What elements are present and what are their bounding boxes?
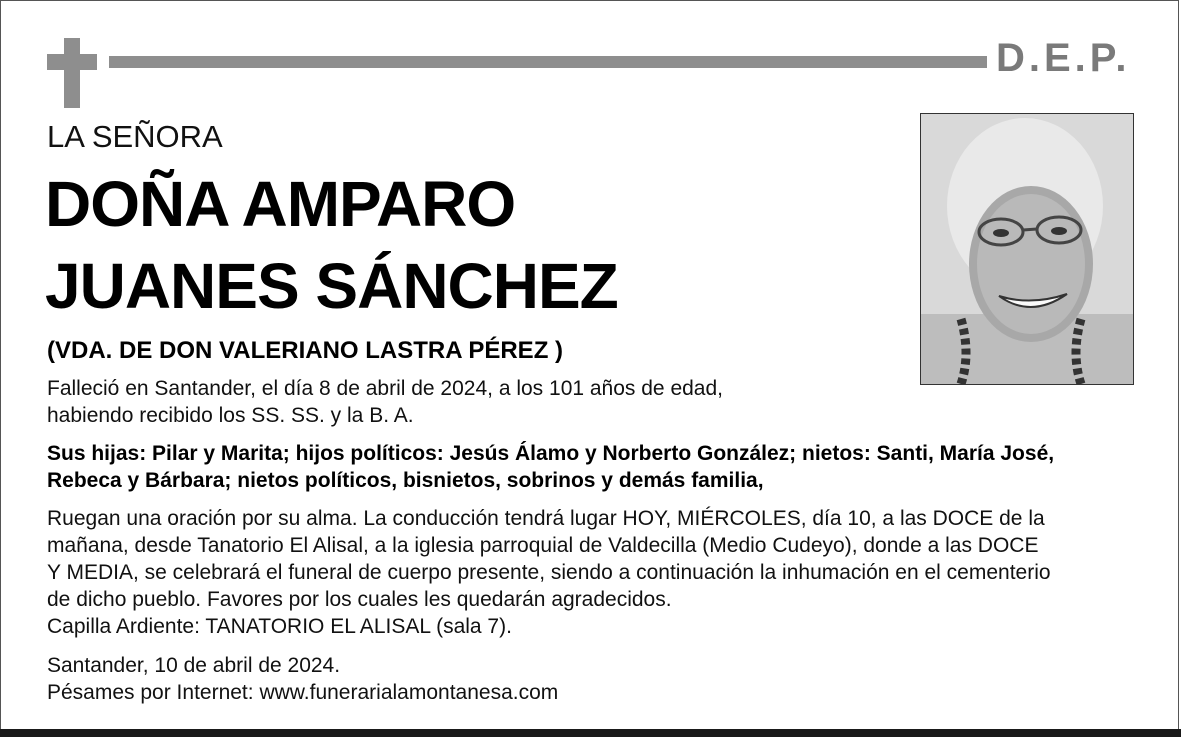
cross-icon-arm	[47, 54, 97, 70]
header-rule	[109, 56, 987, 68]
ceremony-line: Ruegan una oración por su alma. La conducción tendrá lugar HOY, MIÉRCOLES, día 10, a las DOCE de la	[47, 507, 1045, 530]
condolences-line: Pésames por Internet: www.funerarialamontanesa.com	[47, 681, 559, 704]
widow-of-line: (VDA. DE DON VALERIANO LASTRA PÉREZ )	[47, 337, 564, 364]
family-line: Sus hijas: Pilar y Marita; hijos políticos: Jesús Álamo y Norberto González; nietos: Santi, María José,	[47, 442, 1055, 465]
deceased-name-line1: DOÑA AMPARO	[45, 168, 516, 240]
cross-icon	[64, 38, 80, 108]
ceremony-line: de dicho pueblo. Favores por los cuales les quedarán agradecidos.	[47, 588, 672, 611]
ceremony-line: Capilla Ardiente: TANATORIO EL ALISAL (sala 7).	[47, 615, 512, 638]
family-line: Rebeca y Bárbara; nietos políticos, bisnietos, sobrinos y demás familia,	[47, 469, 764, 492]
ceremony-line: mañana, desde Tanatorio El Alisal, a la iglesia parroquial de Valdecilla (Medio Cudeyo), donde a las DOCE	[47, 534, 1039, 557]
death-notice-line: Falleció en Santander, el día 8 de abril de 2024, a los 101 años de edad,	[47, 377, 723, 400]
death-notice-line: habiendo recibido los SS. SS. y la B. A.	[47, 404, 414, 427]
deceased-name-line2: JUANES SÁNCHEZ	[45, 250, 618, 322]
intro-label: LA SEÑORA	[47, 119, 223, 154]
ceremony-line: Y MEDIA, se celebrará el funeral de cuerpo presente, siendo a continuación la inhumación en el cementerio	[47, 561, 1051, 584]
place-date: Santander, 10 de abril de 2024.	[47, 654, 341, 677]
portrait-photo	[920, 113, 1134, 385]
dep-label: D.E.P.	[996, 36, 1131, 80]
bottom-rule	[0, 729, 1181, 737]
